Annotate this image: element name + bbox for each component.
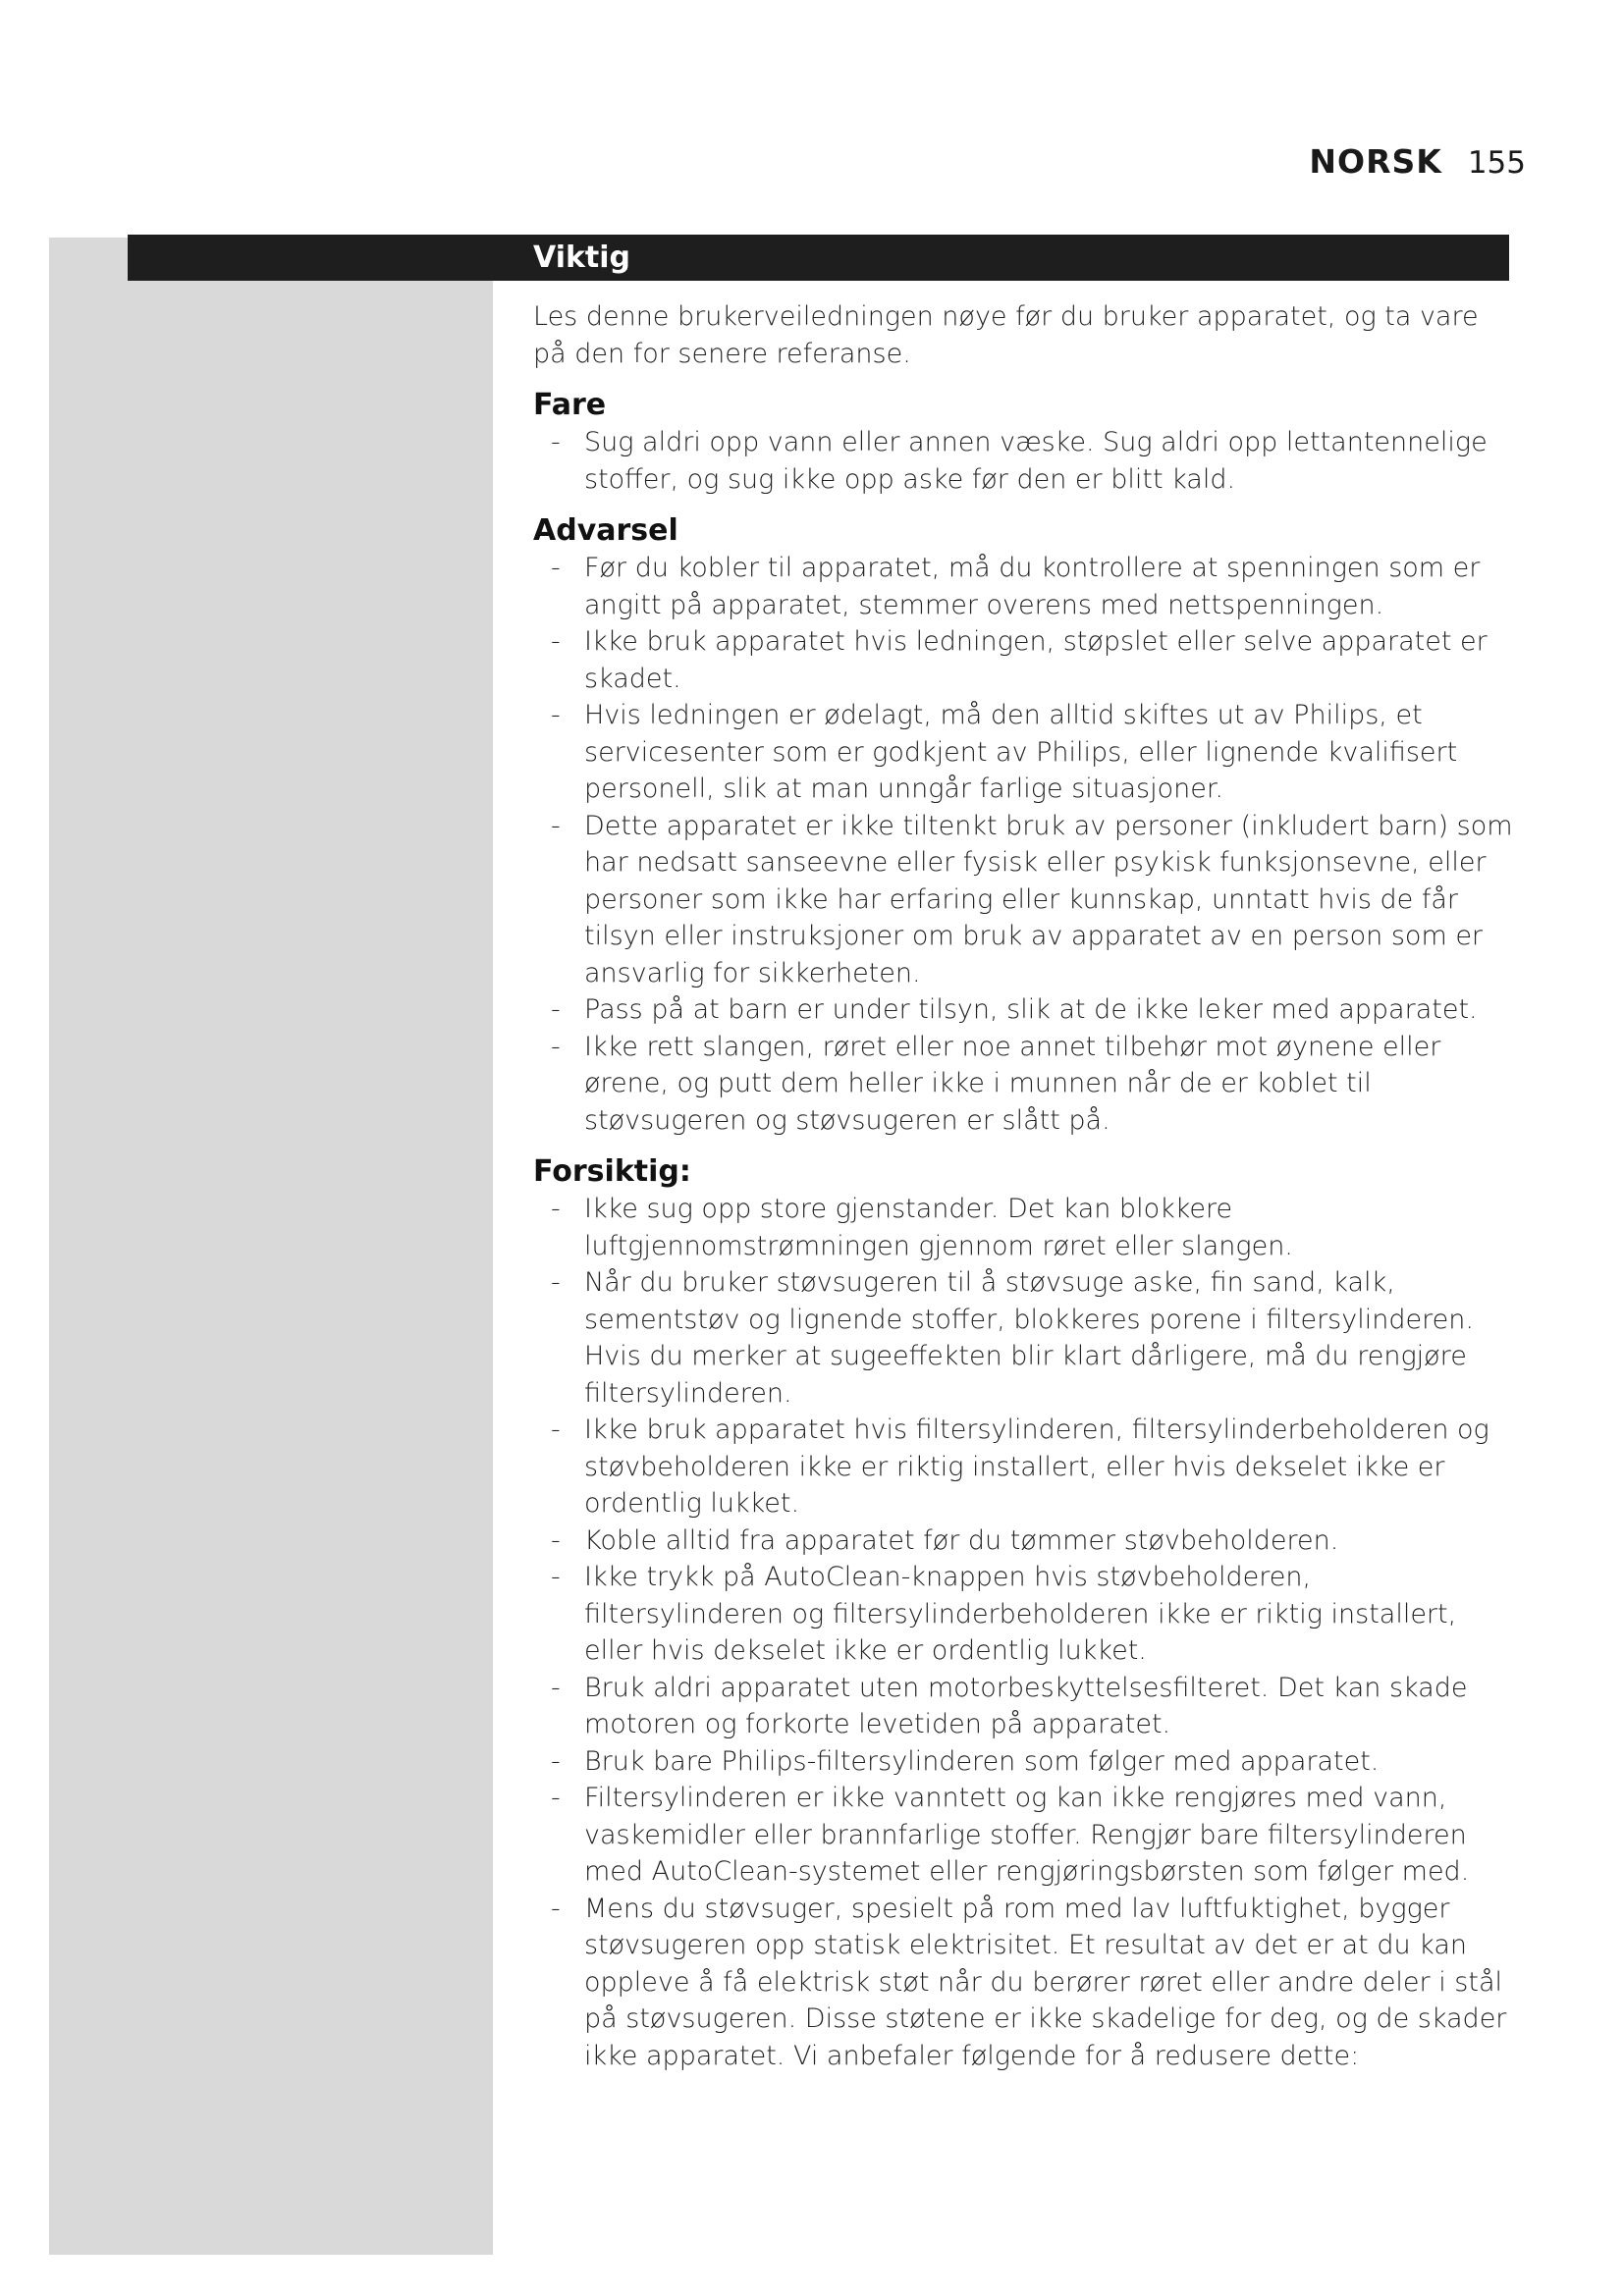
fare-list — [533, 424, 1513, 498]
dash-bullet: - — [551, 1745, 561, 1777]
heading-fare: Fare — [533, 388, 607, 422]
dash-bullet: - — [551, 1524, 561, 1556]
list-item: - Mens du støvsuger, spesielt på rom med lav luftfuktighet, bygger støvsugeren opp statisk elektrisitet. Et resultat av det er at du kan oppleve å få elektrisk støt når du berører røret eller andre deler i stål på støvsugeren. Disse støtene er ikke skadelige for deg, og de skader ikke apparatet. Vi anbefaler følgende for å redusere dette: — [533, 1891, 1513, 2075]
list-item: - Når du bruker støvsugeren til å støvsuge aske, fin sand, kalk, sementstøv og lignende stoffer, blokkeres porene i filtersylinderen. Hvis du merker at sugeeffekten blir klart dårligere, må du rengjøre filtersylinderen. — [533, 1264, 1513, 1412]
language-label: NORSK — [1309, 142, 1442, 181]
dash-bullet: - — [551, 427, 561, 457]
list-item: - Filtersylinderen er ikke vanntett og kan ikke rengjøres med vann, vaskemidler eller brannfarlige stoffer. Rengjør bare filtersylinderen med AutoClean-systemet eller rengjøringsbørsten som følger med. — [533, 1780, 1513, 1891]
list-item: - Dette apparatet er ikke tiltenkt bruk av personer (inkludert barn) som har nedsatt sanseevne eller fysisk eller psykisk funksjonsevne, eller personer som ikke har erfaring eller kunnskap, unntatt hvis de får tilsyn eller instruksjoner om bruk av apparatet av en person som er ansvarlig for sikkerheten. — [533, 808, 1513, 992]
advarsel-list — [533, 550, 1513, 1139]
list-item: - Ikke bruk apparatet hvis filtersylinderen, filtersylinderbeholderen og støvbeholderen ikke er riktig installert, eller hvis dekselet ikke er ordentlig lukket. — [533, 1412, 1513, 1522]
dash-bullet: - — [551, 1267, 561, 1298]
dash-bullet: - — [551, 553, 561, 583]
dash-bullet: - — [551, 1562, 561, 1592]
list-item: - Ikke bruk apparatet hvis ledningen, støpslet eller selve apparatet er skadet. — [533, 623, 1513, 697]
section-header-bar — [128, 235, 1509, 281]
dash-bullet: - — [551, 1031, 561, 1062]
forsiktig-list — [533, 1191, 1513, 2074]
section-title: Viktig — [533, 240, 631, 275]
list-item: - Pass på at barn er under tilsyn, slik at de ikke leker med apparatet. — [533, 991, 1513, 1029]
main-content — [533, 298, 1513, 2074]
dash-bullet: - — [551, 626, 561, 657]
list-item: - Sug aldri opp vann eller annen væske. Sug aldri opp lettantennelige stoffer, og sug ikke opp aske før den er blitt kald. — [533, 424, 1513, 498]
dash-bullet: - — [551, 700, 561, 730]
dash-bullet: - — [551, 1672, 561, 1703]
list-item: - Ikke rett slangen, røret eller noe annet tilbehør mot øynene eller ørene, og putt dem heller ikke i munnen når de er koblet til støvsugeren og støvsugeren er slått på. — [533, 1029, 1513, 1140]
left-margin-panel — [49, 238, 493, 2255]
page-header — [1309, 142, 1526, 181]
list-item: - Hvis ledningen er ødelagt, må den alltid skiftes ut av Philips, et servicesenter som er godkjent av Philips, eller lignende kvalifisert personell, slik at man unngår farlige situasjoner. — [533, 697, 1513, 808]
list-item: - Koble alltid fra apparatet før du tømmer støvbeholderen. — [533, 1522, 1513, 1560]
list-item: - Før du kobler til apparatet, må du kontrollere at spenningen som er angitt på apparatet, stemmer overens med nettspenningen. — [533, 550, 1513, 623]
dash-bullet: - — [551, 1194, 561, 1224]
list-item: - Ikke trykk på AutoClean-knappen hvis støvbeholderen, filtersylinderen og filtersylinderbeholderen ikke er riktig installert, eller hvis dekselet ikke er ordentlig lukket. — [533, 1559, 1513, 1670]
intro-paragraph: Les denne brukerveiledningen nøye før du bruker apparatet, og ta vare på den for senere referanse. — [533, 301, 1479, 369]
dash-bullet: - — [551, 1415, 561, 1445]
dash-bullet: - — [551, 1893, 561, 1924]
heading-advarsel: Advarsel — [533, 513, 678, 548]
dash-bullet: - — [551, 994, 561, 1025]
heading-forsiktig: Forsiktig: — [533, 1154, 691, 1189]
list-item: - Ikke sug opp store gjenstander. Det kan blokkere luftgjennomstrømningen gjennom røret eller slangen. — [533, 1191, 1513, 1264]
list-item: - Bruk bare Philips-filtersylinderen som følger med apparatet. — [533, 1743, 1513, 1781]
dash-bullet: - — [551, 1783, 561, 1813]
page-number: 155 — [1467, 145, 1526, 181]
list-item: - Bruk aldri apparatet uten motorbeskyttelsesfilteret. Det kan skade motoren og forkorte levetiden på apparatet. — [533, 1670, 1513, 1743]
dash-bullet: - — [551, 810, 561, 841]
